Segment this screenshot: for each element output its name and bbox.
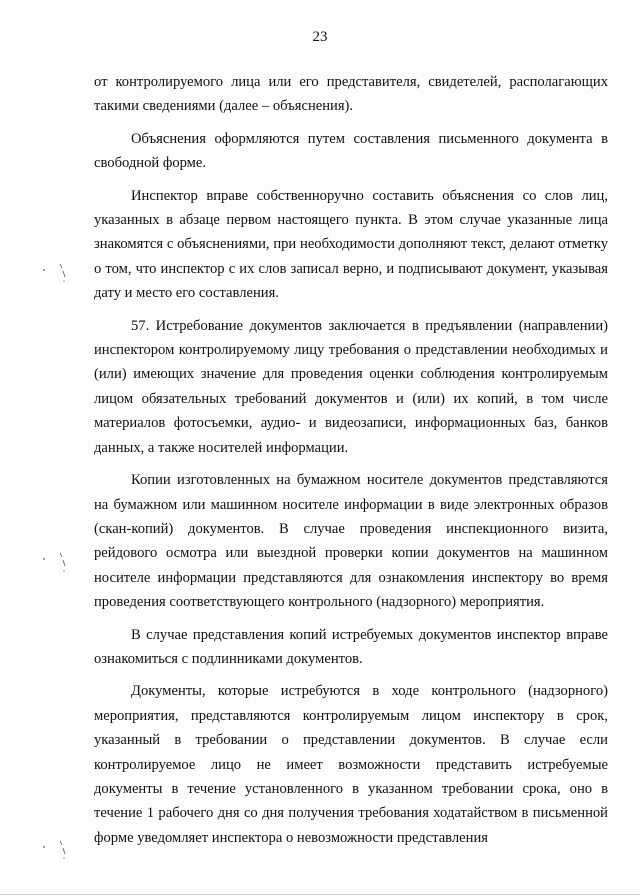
paragraph-5: Копии изготовленных на бумажном носителе документов представляются на бумажном или машинном носителе информации в виде электронных образов (скан-копий) документов. В случае проведения инспекционного визита, рейдового осмотра или выездной проверки копии документов на машинном носителе информации представляются для ознакомления инспектору во время проведения соответствующего контрольного (надзорного) мероприятия. (94, 472, 608, 611)
binding-mark-icon (38, 838, 68, 868)
paragraph-1: от контролируемого лица или его представителя, свидетелей, располагающих такими сведениями (далее – объяснения). (94, 74, 608, 115)
paragraph-7: Документы, которые истребуются в ходе контрольного (надзорного) мероприятия, представляются контролируемым лицом инспектору в срок, указанный в требовании о представлении документов. В случае если контролируемое лицо не имеет возможности представить истребуемые документы в течение установленного в указанном требовании срока, оно в течение 1 рабочего дня со дня получения требования ходатайством в письменной форме уведомляет инспектора о невозможности представления (94, 683, 608, 846)
binding-mark-icon (38, 262, 68, 292)
paragraph-6: В случае представления копий истребуемых документов инспектор вправе ознакомиться с подлинниками документов. (94, 626, 608, 667)
paragraph-3: Инспектор вправе собственноручно составить объяснения со слов лиц, указанных в абзаце первом настоящего пункта. В этом случае указанные лица знакомятся с объяснениями, при необходимости дополняют текст, делают отметку о том, что инспектор с их слов записал верно, и подписывают документ, указывая дату и место его составления. (94, 187, 608, 302)
paragraph-2: Объяснения оформляются путем составления письменного документа в свободной форме. (94, 130, 608, 172)
document-body (94, 70, 608, 858)
paragraph-4: 57. Истребование документов заключается в предъявлении (направлении) инспектором контролируемому лицу требования о представлении необходимых и (или) имеющих значение для проведения оценки соблюдения контролируемым лицом обязательных требований документов и (или) их копий, в том числе материалов фотосъемки, аудио- и видеозаписи, информационных баз, банков данных, а также носителей информации. (94, 317, 608, 456)
page-number: 23 (312, 29, 328, 45)
binding-mark-icon (38, 552, 68, 582)
